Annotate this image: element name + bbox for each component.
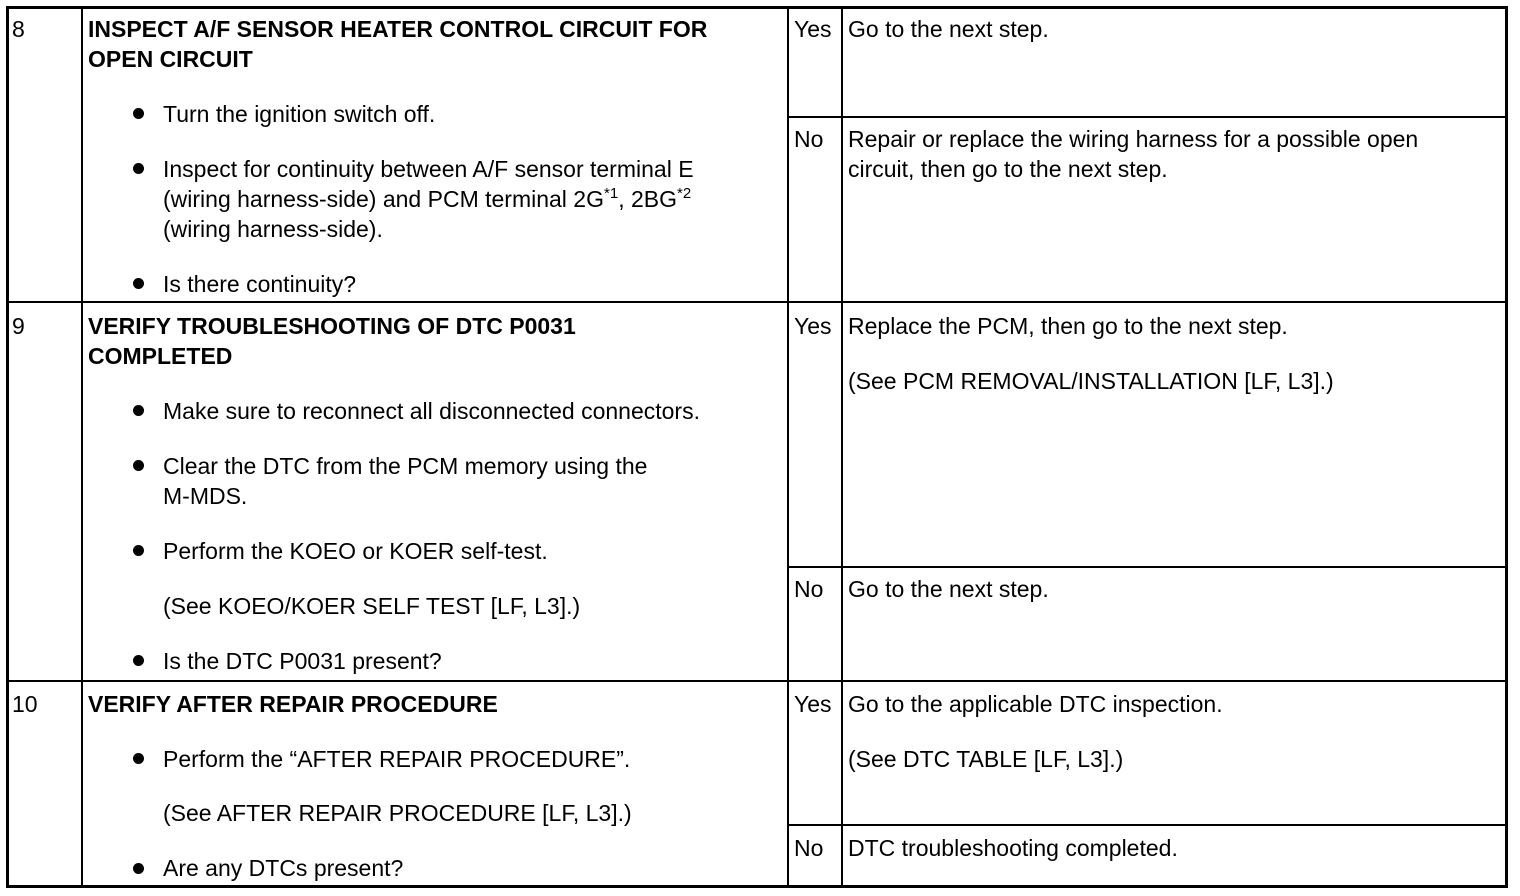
column-divider-result (841, 8, 843, 886)
result-no-label: No (794, 576, 824, 602)
step-title: INSPECT A/F SENSOR HEATER CONTROL CIRCUIT FOR (88, 16, 708, 42)
result-no-label: No (794, 126, 824, 152)
step-number: 8 (12, 16, 25, 42)
bullet-icon (133, 405, 144, 416)
bullet-icon (133, 108, 144, 119)
result-yes-label: Yes (794, 313, 832, 339)
result-yes-label: Yes (794, 16, 832, 42)
bullet-icon (133, 863, 144, 874)
result-no-action: Repair or replace the wiring harness for a possible open (848, 126, 1419, 152)
inspection-text: (wiring harness-side) and PCM terminal 2G (163, 186, 604, 212)
step-title: VERIFY AFTER REPAIR PROCEDURE (88, 691, 498, 717)
inspection-text: , 2BG (618, 186, 677, 212)
bullet-icon (133, 278, 144, 289)
result-divider-9 (788, 566, 1506, 568)
result-yes-reference: (See DTC TABLE [LF, L3].) (848, 746, 1124, 772)
bullet-icon (133, 460, 144, 471)
result-yes-action: Go to the applicable DTC inspection. (848, 691, 1223, 717)
result-yes-action: Replace the PCM, then go to the next step. (848, 313, 1288, 339)
column-divider-inspection (787, 8, 789, 886)
inspection-item: Make sure to reconnect all disconnected connectors. (163, 398, 700, 424)
row-divider-8-9 (8, 301, 1506, 303)
inspection-item: Turn the ignition switch off. (163, 101, 436, 127)
inspection-question: Is the DTC P0031 present? (163, 648, 442, 674)
inspection-item-continued: (wiring harness-side) and PCM terminal $2G^{*1}$, 2BG$^{*2}$ (163, 185, 692, 212)
result-no-action-continued: circuit, then go to the next step. (848, 156, 1168, 182)
row-divider-9-10 (8, 680, 1506, 682)
inspection-item-continued: (wiring harness-side). (163, 216, 383, 242)
footnote-marker: 1 (609, 185, 619, 202)
bullet-icon (133, 753, 144, 764)
result-no-action: DTC troubleshooting completed. (848, 835, 1178, 861)
result-yes-action: Go to the next step. (848, 16, 1049, 42)
bullet-icon (133, 163, 144, 174)
step-title-continued: OPEN CIRCUIT (88, 46, 253, 72)
step-title: VERIFY TROUBLESHOOTING OF DTC P0031 (88, 313, 576, 339)
inspection-item: Clear the DTC from the PCM memory using the (163, 453, 648, 479)
bullet-icon (133, 655, 144, 666)
step-number: 10 (12, 691, 38, 717)
result-no-label: No (794, 835, 824, 861)
footnote-marker: 2 (682, 185, 692, 202)
inspection-question: Is there continuity? (163, 271, 357, 297)
step-number: 9 (12, 313, 25, 339)
inspection-question: Are any DTCs present? (163, 855, 404, 881)
step-title-continued: COMPLETED (88, 343, 233, 369)
bullet-icon (133, 545, 144, 556)
inspection-item: Perform the KOEO or KOER self-test. (163, 538, 548, 564)
result-yes-reference: (See PCM REMOVAL/INSTALLATION [LF, L3].) (848, 368, 1334, 394)
result-divider-10 (788, 824, 1506, 826)
inspection-reference: (See AFTER REPAIR PROCEDURE [LF, L3].) (163, 800, 632, 826)
result-no-action: Go to the next step. (848, 576, 1049, 602)
result-divider-8 (788, 116, 1506, 118)
column-divider-number (81, 8, 83, 886)
inspection-item: Perform the “AFTER REPAIR PROCEDURE”. (163, 746, 631, 772)
inspection-item-continued: M-MDS. (163, 483, 248, 509)
inspection-reference: (See KOEO/KOER SELF TEST [LF, L3].) (163, 593, 581, 619)
inspection-item: Inspect for continuity between A/F sensor terminal E (163, 156, 694, 182)
result-yes-label: Yes (794, 691, 832, 717)
